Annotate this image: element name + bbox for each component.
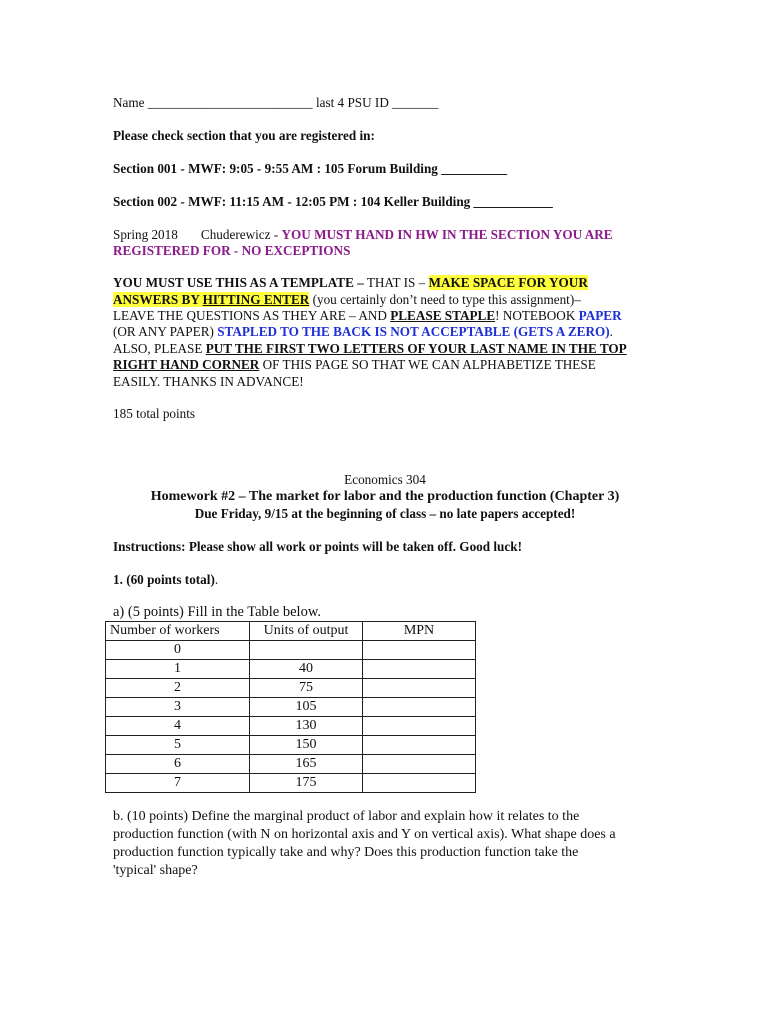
question-1b-line-4: 'typical' shape? xyxy=(113,863,198,878)
template-line-5 xyxy=(113,340,627,357)
workers-cell: 0 xyxy=(106,641,250,660)
stapled-warning: STAPLED TO THE BACK IS NOT ACCEPTABLE (GETS A ZERO) xyxy=(217,324,610,339)
table-row xyxy=(106,660,476,679)
header-workers: Number of workers xyxy=(106,622,250,641)
workers-cell: 6 xyxy=(106,755,250,774)
instructions: Instructions: Please show all work or points will be taken off. Good luck! xyxy=(113,539,522,554)
alphabetize-text: OF THIS PAGE SO THAT WE CAN ALPHABETIZE THESE xyxy=(259,357,596,372)
homework-title: Homework #2 – The market for labor and the production function (Chapter 3) xyxy=(150,489,620,504)
question-1b-line-3: production function typically take and why? Does this production function take the xyxy=(113,845,579,860)
mpn-cell xyxy=(363,641,476,660)
check-section-text: Please check section that you are registered in: xyxy=(113,128,375,143)
table-row xyxy=(106,774,476,793)
type-note: (you certainly don’t need to type this assignment)– xyxy=(309,292,581,307)
mpn-cell xyxy=(363,660,476,679)
template-line-6 xyxy=(113,356,596,373)
question-1-points: 1. (60 points total) xyxy=(113,572,215,587)
output-cell: 165 xyxy=(250,755,363,774)
name-line xyxy=(113,94,438,111)
workers-cell: 4 xyxy=(106,717,250,736)
question-1-period: . xyxy=(214,572,219,587)
mpn-cell xyxy=(363,717,476,736)
output-cell: 75 xyxy=(250,679,363,698)
name-blank: _________________________ xyxy=(147,95,313,110)
section-001-line: Section 001 - MWF: 9:05 - 9:55 AM : 105 Forum Building __________ xyxy=(113,161,508,176)
or-any-paper-text: (OR ANY PAPER) xyxy=(113,324,218,339)
output-cell: 150 xyxy=(250,736,363,755)
question-1b-line-2: production function (with N on horizontal axis and Y on vertical axis). What shape does a xyxy=(113,827,616,842)
section-warning: YOU MUST HAND IN HW IN THE SECTION YOU ARE xyxy=(281,227,613,242)
header-mpn: MPN xyxy=(363,622,476,641)
workers-cell: 2 xyxy=(106,679,250,698)
term: Spring 2018 xyxy=(113,227,178,242)
template-line-7: EASILY. THANKS IN ADVANCE! xyxy=(113,374,304,389)
id-blank: _______ xyxy=(392,95,439,110)
due-date: Due Friday, 9/15 at the beginning of class – no late papers accepted! xyxy=(194,506,576,521)
workers-cell: 5 xyxy=(106,736,250,755)
leave-questions-text: LEAVE THE QUESTIONS AS THEY ARE – AND xyxy=(113,308,391,323)
workers-cell: 3 xyxy=(106,698,250,717)
template-line-1 xyxy=(113,274,588,291)
notebook-text: ! NOTEBOOK xyxy=(495,308,579,323)
question-1-heading xyxy=(113,571,218,588)
mpn-cell xyxy=(363,679,476,698)
template-line-3 xyxy=(113,307,622,324)
section-warning-line-2: REGISTERED FOR - NO EXCEPTIONS xyxy=(113,243,351,258)
table-row xyxy=(106,679,476,698)
question-1b-line-1: b. (10 points) Define the marginal product of labor and explain how it relates to the xyxy=(113,809,580,824)
please-staple-text: PLEASE STAPLE xyxy=(390,308,496,323)
output-cell: 175 xyxy=(250,774,363,793)
instructor: Chuderewicz - xyxy=(200,227,279,242)
period: . xyxy=(609,324,613,339)
paper-text: PAPER xyxy=(578,308,622,323)
table-row xyxy=(106,736,476,755)
table-row xyxy=(106,717,476,736)
header-output: Units of output xyxy=(250,622,363,641)
first-two-letters-text: PUT THE FIRST TWO LETTERS OF YOUR LAST NAME IN THE TOP xyxy=(205,341,627,356)
workers-cell: 1 xyxy=(106,660,250,679)
name-label: Name xyxy=(113,95,145,110)
id-label: last 4 PSU ID xyxy=(315,95,389,110)
table-row xyxy=(106,755,476,774)
question-1a: a) (5 points) Fill in the Table below. xyxy=(113,604,321,620)
total-points: 185 total points xyxy=(113,406,196,421)
hitting-enter-highlight: HITTING ENTER xyxy=(202,292,310,307)
section-002-line: Section 002 - MWF: 11:15 AM - 12:05 PM : 104 Keller Building ____________ xyxy=(113,194,553,209)
production-table xyxy=(105,621,476,793)
table-row xyxy=(106,641,476,660)
course-name: Economics 304 xyxy=(344,472,426,487)
output-cell: 130 xyxy=(250,717,363,736)
template-line-2 xyxy=(113,291,581,308)
workers-cell: 7 xyxy=(106,774,250,793)
output-cell: 40 xyxy=(250,660,363,679)
mpn-cell xyxy=(363,736,476,755)
mpn-cell xyxy=(363,698,476,717)
answers-by-highlight: ANSWERS BY xyxy=(113,292,203,307)
table-row xyxy=(106,698,476,717)
mpn-cell xyxy=(363,755,476,774)
table-header-row xyxy=(106,622,476,641)
output-cell: 105 xyxy=(250,698,363,717)
make-space-highlight: MAKE SPACE FOR YOUR xyxy=(428,275,588,290)
mpn-cell xyxy=(363,774,476,793)
template-that-is: THAT IS – xyxy=(363,275,429,290)
notice-line-1 xyxy=(113,226,613,243)
template-intro: YOU MUST USE THIS AS A TEMPLATE – xyxy=(113,275,364,290)
also-please-text: ALSO, PLEASE xyxy=(113,341,206,356)
output-cell xyxy=(250,641,363,660)
right-hand-corner-text: RIGHT HAND CORNER xyxy=(113,357,260,372)
template-line-4 xyxy=(113,323,613,340)
